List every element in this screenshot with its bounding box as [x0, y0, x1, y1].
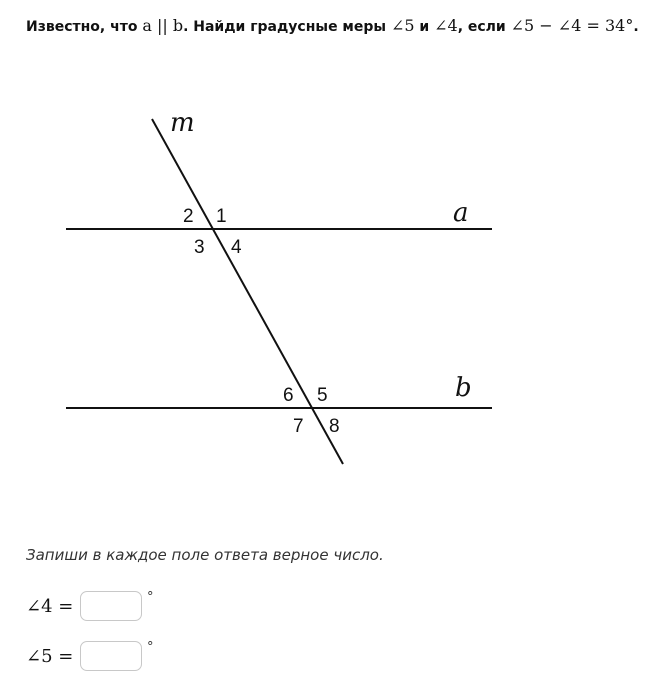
angle-4-input[interactable]	[80, 591, 142, 621]
label-b: b	[455, 373, 472, 403]
task-text-1: Известно, что	[26, 19, 143, 35]
condition-formula: ∠5 − ∠4 = 34°	[510, 16, 634, 35]
angle-6-label: 6	[283, 385, 294, 406]
transversal-m	[152, 119, 343, 464]
answer-label-angle-5: ∠5 =	[26, 645, 74, 667]
angle-4-label: 4	[231, 237, 242, 258]
task-text-2: . Найди градусные меры	[183, 19, 391, 35]
task-text-5: .	[633, 19, 639, 35]
degree-unit-1: °	[147, 589, 154, 605]
answer-row-angle-5	[26, 641, 154, 671]
angle-4-symbol: ∠4	[434, 16, 458, 35]
answer-row-angle-4	[26, 591, 154, 621]
task-text-3: и	[414, 19, 435, 35]
task-text-4: , если	[457, 19, 511, 35]
angle-3-label: 3	[194, 237, 205, 258]
degree-unit-2: °	[147, 639, 154, 655]
answer-label-angle-4: ∠4 =	[26, 595, 74, 617]
label-m: m	[170, 108, 195, 138]
angle-5-label: 5	[317, 385, 328, 406]
instruction-text: Запиши в каждое поле ответа верное число.	[26, 546, 384, 564]
angle-7-label: 7	[293, 416, 304, 437]
label-a: a	[453, 198, 469, 228]
parallel-formula: a || b	[142, 16, 184, 35]
angle-1-label: 1	[216, 206, 227, 227]
angle-2-label: 2	[183, 206, 194, 227]
angle-8-label: 8	[329, 416, 340, 437]
angle-5-symbol: ∠5	[390, 16, 415, 35]
angle-5-input[interactable]	[80, 641, 142, 671]
